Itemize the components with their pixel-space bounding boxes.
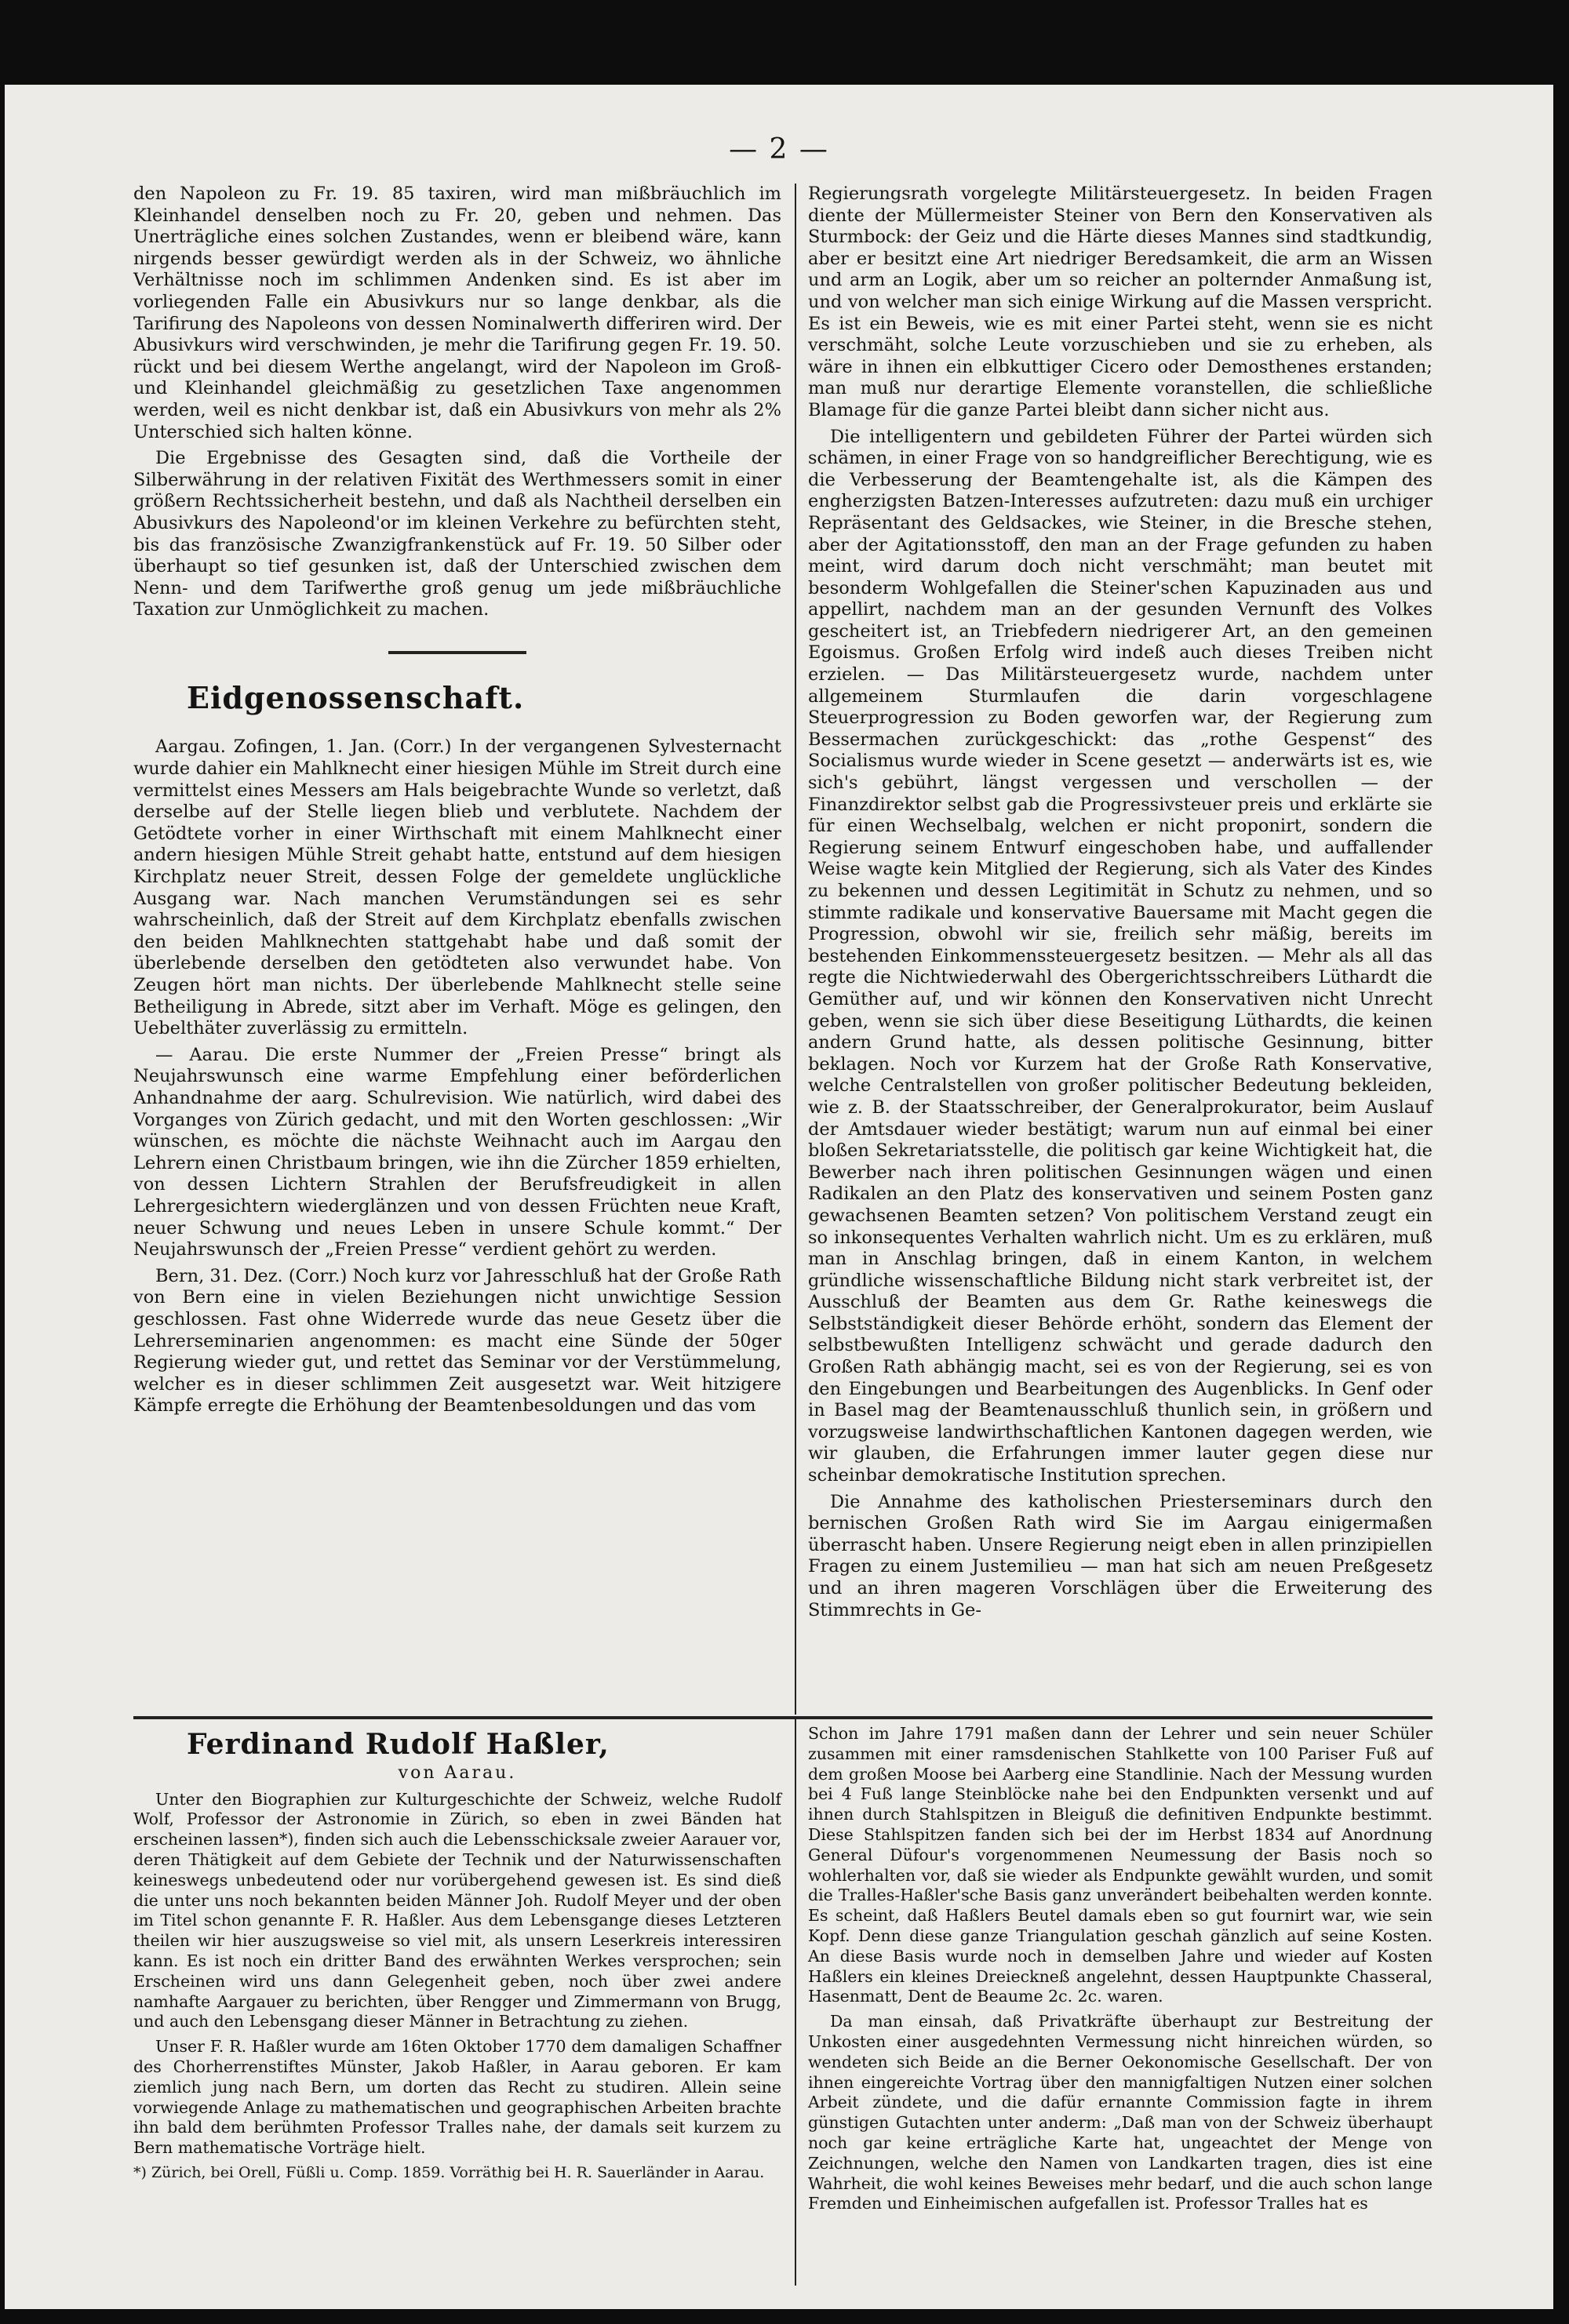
feuilleton-paragraph: Da man einsah, daß Privatkräfte überhaupt zur Bestreitung der Unkosten einer ausgedehnten Vermessung nicht hinreichen würden, so wendeten sich Beide an die Berner Oekonomische Gesellschaft. Der von ihnen eingereichte Vortrag über den mannigfaltigen Nutzen einer solchen Arbeit zündete, und die dafür ernannte Commission fagte in ihrem günstigen Gutachten unter anderm: „Daß man von der Schweiz überhaupt noch gar keine erträgliche Karte hat, ungeachtet der Menge von Zeichnungen, welche den Namen von Landkarten tragen, dies ist eine Wahrheit, die wohl keines Beweises mehr bedarf, und die auch schon lange Fremden und Einheimischen aufgefallen ist. Professor Tralles hat es (808, 2012, 1432, 2213)
feuilleton-paragraph: Unter den Biographien zur Kulturgeschichte der Schweiz, welche Rudolf Wolf, Professor der Astronomie in Zürich, so eben in zwei Bänden hat erscheinen lassen*), finden sich auch die Lebensschicksale zweier Aarauer vor, deren Thätigkeit auf dem Gebiete der Technik und der Naturwissenschaften keineswegs unbedeutend oder nur vorübergehend gewesen ist. Es sind dieß die unter uns noch bekannten beiden Männer Joh. Rudolf Meyer und der oben im Titel schon genannte F. R. Haßler. Aus dem Lebensgange dieses Letzteren theilen wir hier auszugsweise so viel mit, als unsern Leserkreis interessiren kann. Es ist noch ein dritter Band des erwähnten Werkes versprochen; sein Erscheinen wird uns dann Gelegenheit geben, noch über zwei andere namhafte Aargauer zu berichten, über Rengger und Zimmermann von Brugg, und auch den Lebensgang dieser Männer in Betrachtung zu ziehen. (133, 1789, 781, 2031)
left-column (133, 184, 781, 1422)
page-number: — 2 — (729, 133, 829, 165)
article-paragraph: Die Annahme des katholischen Priesterseminars durch den bernischen Großen Rath wird Sie im Aargau einigermaßen überrascht haben. Unsere Regierung neigt eben in allen prinzipiellen Fragen zu einem Justemilieu — man hat sich am neuen Preßgesetz und an ihren mageren Vorschlägen über die Erweiterung des Stimmrechts in Ge- (808, 1491, 1432, 1620)
column-divider (795, 184, 796, 1715)
article-paragraph: Bern, 31. Dez. (Corr.) Noch kurz vor Jahresschluß hat der Große Rath von Bern eine in vielen Beziehungen nicht unwichtige Session geschlossen. Fast ohne Widerrede wurde das neue Gesetz über die Lehrerseminarien angenommen: es macht eine Sünde der 50ger Regierung wieder gut, und rettet das Seminar vor der Verstümmelung, welcher es in dieser schlimmen Zeit ausgesetzt war. Weit hitzigere Kämpfe erregte die Erhöhung der Beamtenbesoldungen und das vom (133, 1265, 781, 1417)
article-paragraph: — Aarau. Die erste Nummer der „Freien Presse“ bringt als Neujahrswunsch eine warme Empfehlung einer beförderlichen Anhandnahme der aarg. Schulrevision. Wie natürlich, wird dabei des Vorganges von Zürich gedacht, und mit den Worten geschlossen: „Wir wünschen, es möchte die nächste Weihnacht auch im Aargau den Lehrern einen Christbaum bringen, wie ihn die Zürcher 1859 erhielten, von dessen Lichtern Strahlen der Berufsfreudigkeit in allen Lehrergesichtern wiederglänzen und von dessen Früchten neue Kraft, neuer Schwung und neues Leben in unsere Schule kommt.“ Der Neujahrswunsch der „Freien Presse“ verdient gehört zu werden. (133, 1044, 781, 1260)
feuilleton-divider (133, 1716, 1432, 1719)
article-paragraph: Aargau. Zofingen, 1. Jan. (Corr.) In der vergangenen Sylvesternacht wurde dahier ein Mahlknecht einer hiesigen Mühle im Streit durch eine vermittelst eines Messers am Hals beigebrachte Wunde so verletzt, daß derselbe auf der Stelle liegen blieb und verblutete. Nachdem der Getödtete vorher in einer Wirthschaft mit einem Mahlknecht einer andern hiesigen Mühle Streit gehabt hatte, entstund auf dem hiesigen Kirchplatz neuer Streit, dessen Folge der gemeldete unglückliche Ausgang war. Nach manchen Verumständungen sei es sehr wahrscheinlich, daß der Streit auf dem Kirchplatz ebenfalls zwischen den beiden Mahlknechten stattgehabt habe und daß somit der überlebende derselben den getödteten also verwundet habe. Von Zeugen hört man nichts. Der überlebende Mahlknecht stelle seine Betheiligung in Abrede, sitzt aber im Verhaft. Möge es gelingen, den Uebelthäter zuverlässig zu ermitteln. (133, 736, 781, 1039)
article-paragraph: Die Ergebnisse des Gesagten sind, daß die Vortheile der Silberwährung in der relativen Fixität des Werthmessers somit in einer größern Rechtssicherheit bestehn, und daß als Nachtheil derselben ein Abusivkurs des Napoleond'or im kleinen Verkehre zu befürchten steht, bis das französische Zwanzigfrankenstück auf Fr. 19. 50 Silber oder überhaupt so tief gesunken ist, daß der Unterschied zwischen dem Nenn- und dem Tarifwerthe groß genug um jede mißbräuchliche Taxation zur Unmöglichkeit zu machen. (133, 448, 781, 620)
feuilleton-subtitle: von Aarau. (398, 1762, 517, 1783)
right-column (808, 184, 1432, 1626)
newspaper-page (5, 85, 1553, 2309)
section-title: Eidgenossenschaft. (187, 679, 525, 715)
feuilleton-paragraph: Schon im Jahre 1791 maßen dann der Lehrer und sein neuer Schüler zusammen mit einer ramsdenischen Stahlkette von 100 Pariser Fuß auf dem großen Moose bei Aarberg eine Standlinie. Nach der Messung wurden bei 4 Fuß lange Steinblöcke nahe bei den Endpunkten versenkt und auf ihnen durch Stahlspitzen in Bleiguß die definitiven Endpunkte bestimmt. Diese Stahlspitzen fanden sich bei der im Herbst 1834 auf Anordnung General Düfour's vorgenommenen Neumessung der Basis noch so wohlerhalten vor, daß sie wieder als Endpunkte gewählt wurden, und somit die Tralles-Haßler'sche Basis ganz unverändert beibehalten werden konnte. Es scheint, daß Haßlers Beutel damals eben so gut fournirt war, wie sein Kopf. Denn diese ganze Triangulation geschah gänzlich auf seine Kosten. An diese Basis wurde noch in demselben Jahre und wieder auf Kosten Haßlers ein kleines Dreieckneß angelehnt, dessen Hauptpunkte Chasseral, Hasenmatt, Dent de Beaume 2c. 2c. waren. (808, 1724, 1432, 2006)
column-divider (795, 1719, 796, 2286)
feuilleton-paragraph: Unser F. R. Haßler wurde am 16ten Oktober 1770 dem damaligen Schaffner des Chorherrenstiftes Münster, Jakob Haßler, in Aarau geboren. Er kam ziemlich jung nach Bern, um dorten das Recht zu studiren. Allein seine vorwiegende Anlage zu mathematischen und geographischen Arbeiten brachte ihn bald dem berühmten Professor Tralles nahe, der damals seit kurzem zu Bern mathematische Vorträge hielt. (133, 2037, 781, 2158)
footnote: *) Zürich, bei Orell, Füßli u. Comp. 1859. Vorräthig bei H. R. Sauerländer in Aarau. (133, 2163, 765, 2181)
feuilleton-right-column (808, 1724, 1432, 2219)
article-paragraph: den Napoleon zu Fr. 19. 85 taxiren, wird man mißbräuchlich im Kleinhandel denselben noch zu Fr. 20, geben und nehmen. Das Unerträgliche eines solchen Zustandes, wenn er bleibend wäre, kann nirgends besser gewürdigt werden als in der Schweiz, wo ähnliche Verhältnisse noch im schlimmen Andenken sind. Es ist aber im vorliegenden Falle ein Abusivkurs nur so lange denkbar, als die Tarifirung des Napoleons von dessen Nominalwerth differiren wird. Der Abusivkurs wird verschwinden, je mehr die Tarifirung gegen Fr. 19. 50. rückt und bei diesem Werthe angelangt, wird der Napoleon im Groß- und Kleinhandel gleichmäßig zu gesetzlichen Taxe angenommen werden, weil es nicht denkbar ist, daß ein Abusivkurs von mehr als 2% Unterschied sich halten könne. (133, 184, 781, 442)
section-divider (388, 651, 526, 654)
article-paragraph: Regierungsrath vorgelegte Militärsteuergesetz. In beiden Fragen diente der Müllermeister Steiner von Bern den Konservativen als Sturmbock: der Geiz und die Härte dieses Mannes sind stadtkundig, aber er besitzt eine Art niedriger Beredsamkeit, die arm an Wissen und arm an Logik, aber um so reicher an polternder Anmaßung ist, und von welcher man sich einige Wirkung auf die Massen verspricht. Es ist ein Beweis, wie es mit einer Partei steht, wenn sie es nicht verschmäht, solche Leute vorzuschieben und sie zu erheben, als wäre in ihnen ein elbkuttiger Cicero oder Demosthenes erstanden; man muß nur derartige Elemente voranstellen, die schließliche Blamage für die ganze Partei bleibt dann sicher nicht aus. (808, 184, 1432, 420)
feuilleton-left-column (133, 1730, 781, 2187)
feuilleton-title: Ferdinand Rudolf Haßler, (187, 1728, 610, 1761)
article-paragraph: Die intelligentern und gebildeten Führer der Partei würden sich schämen, in einer Frage von so handgreiflicher Berechtigung, wie es die Verbesserung der Beamtengehalte ist, als die Kämpen des engherzigsten Batzen-Interesses aufzutreten: dazu muß ein urchiger Repräsentant des Geldsackes, wie Steiner, in die Bresche stehen, aber der Agitationsstoff, den man an der Frage gefunden zu haben meint, wird darum doch nicht verschmäht; man beutet mit besonderm Wohlgefallen die Steiner'schen Kapuzinaden aus und appellirt, nachdem man an der gesunden Vernunft des Volkes gescheitert ist, an Triebfedern niedrigerer Art, an den gemeinen Egoismus. Großen Erfolg wird indeß auch dieses Treiben nicht erzielen. — Das Militärsteuergesetz wurde, nachdem unter allgemeinem Sturmlaufen die darin vorgeschlagene Steuerprogression zu Boden geworfen war, der Regierung zum Bessermachen zurückgeschickt: das „rothe Gespenst“ des Socialismus wurde wieder in Scene gesetzt — anderwärts ist es, wie sich's gebührt, längst vergessen und verschollen — der Finanzdirektor selbst gab die Progressivsteuer preis und erklärte sie für einen Wechselbalg, welchen er nicht proponirt, sondern die Regierung seinem Entwurf eingeschoben habe, und auffallender Weise wagte kein Mitglied der Regierung, sich als Vater des Kindes zu bekennen und dessen Legitimität in Schutz zu nehmen, und so stimmte radikale und konservative Bauersame mit Macht gegen die Progression, obwohl wir sie, freilich sehr mäßig, bereits im bestehenden Einkommenssteuergesetz besitzen. — Mehr als all das regte die Nichtwiederwahl des Obergerichtsschreibers Lüthardt die Gemüther auf, und wir können den Konservativen nicht Unrecht geben, wenn sie sich über diese Beseitigung Lüthardts, die keinen andern Grund hatte, als dessen politische Gesinnung, bitter beklagen. Noch vor Kurzem hat der Große Rath Konservative, welche Centralstellen von großer politischer Bedeutung bekleiden, wie z. B. der Staatsschreiber, der Generalprokurator, beim Auslauf der Amtsdauer wieder bestätigt; warum nun auf einmal bei einer bloßen Sekretariatsstelle, die politisch gar keine Wichtigkeit hat, die Bewerber nach ihren politischen Gesinnungen wägen und einen Radikalen an den Platz des konservativen und seinem Posten ganz gewachsenen Beamten setzen? Von politischem Verstand zeugt ein so inkonsequentes Verhalten wahrlich nicht. Um es zu erklären, muß man in Anschlag bringen, daß in einem Kanton, in welchem gründliche wissenschaftliche Bildung nicht stark verbreitet ist, der Ausschluß der Beamten aus dem Gr. Rathe keineswegs die Selbstständigkeit dieser Behörde erhöht, sondern das Element der selbstbewußten Intelligenz schwächt und gerade dadurch den Großen Rath abhängig macht, sei es von der Regierung, sei es von den Eingebungen und Bearbeitungen des Augenblicks. In Genf oder in Basel mag der Beamtenausschluß thunlich sein, in größern und vorzugsweise landwirthschaftlichen Kantonen dagegen werden, wie wir glauben, die Erfahrungen immer lauter gegen diese nur scheinbar demokratische Institution sprechen. (808, 426, 1432, 1486)
